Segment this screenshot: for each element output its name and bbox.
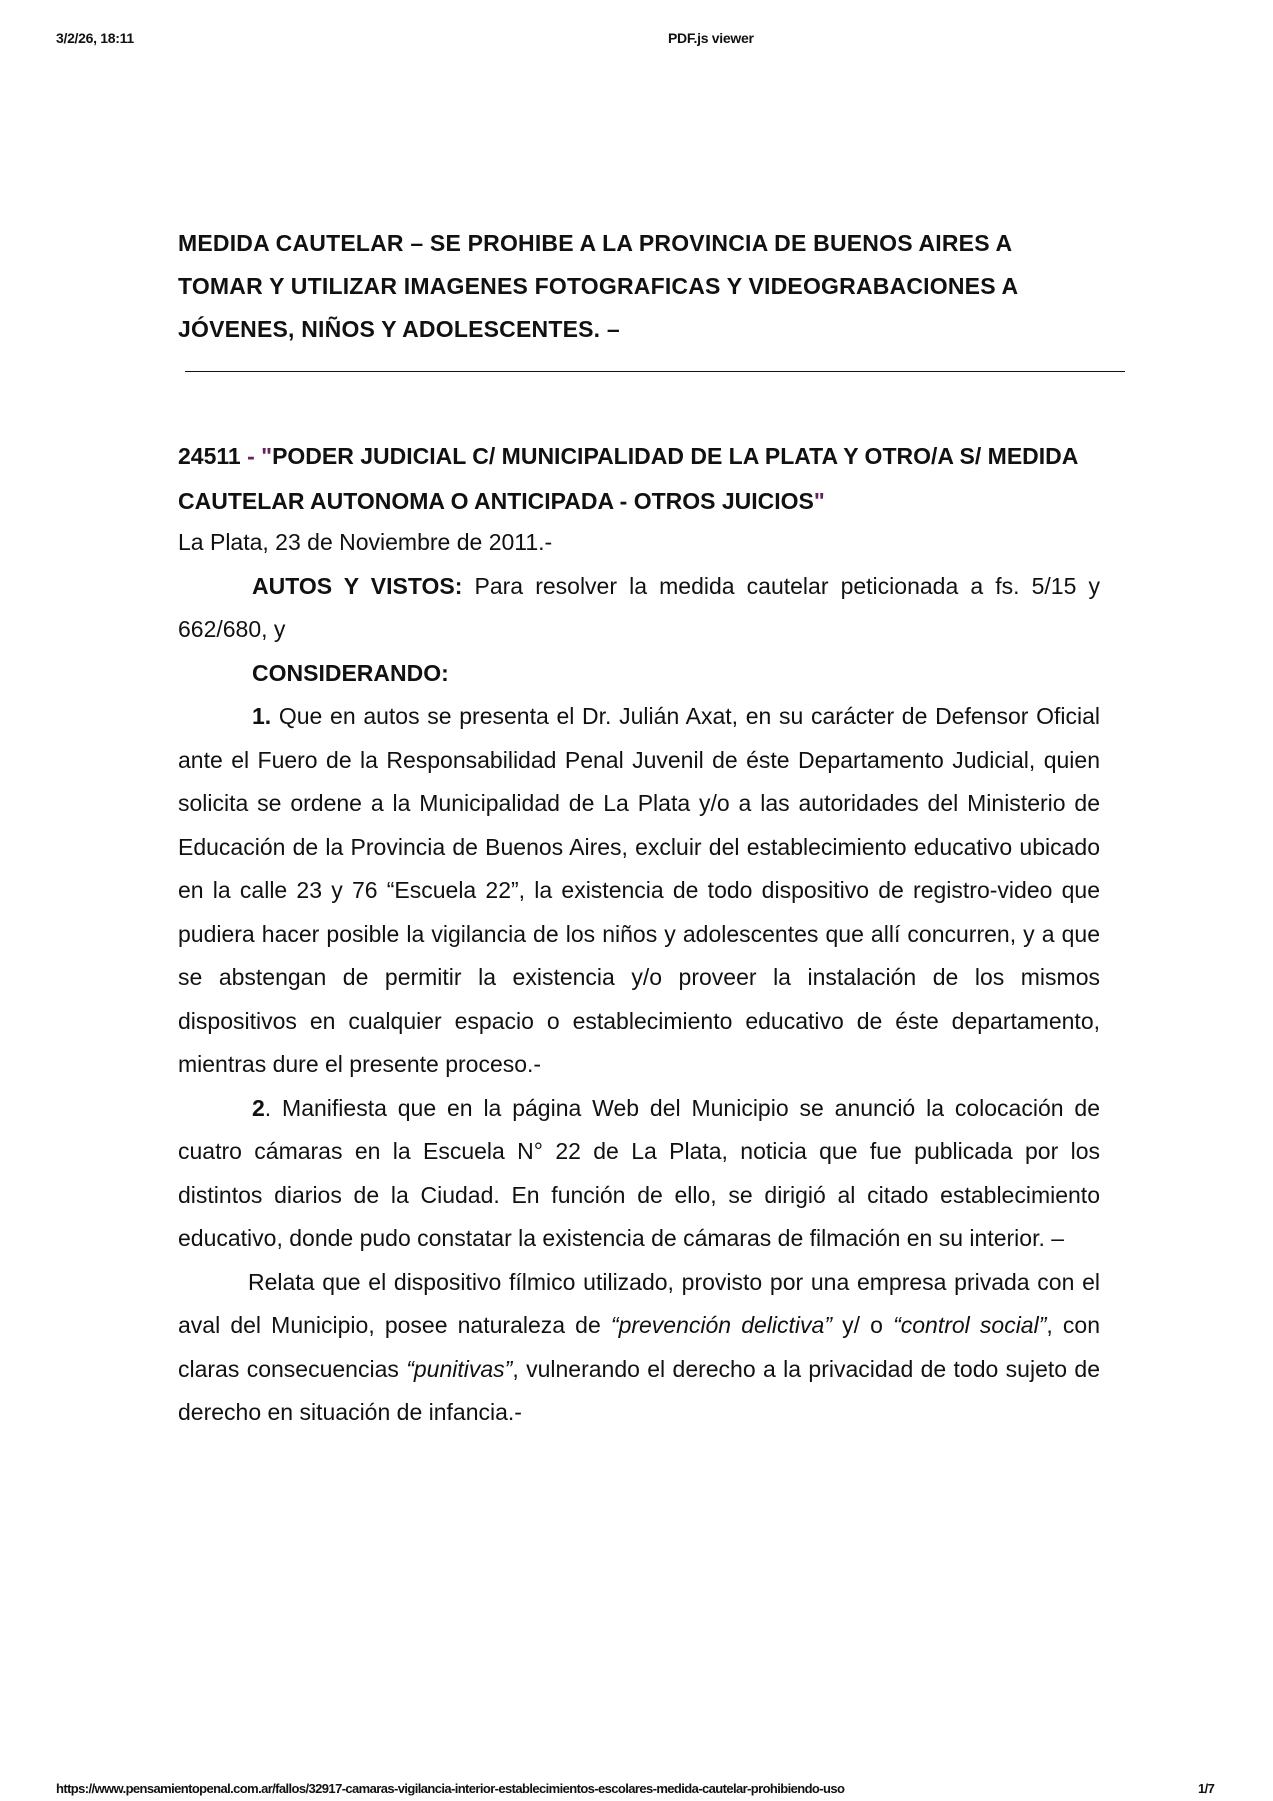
case-open-quote: " <box>261 443 273 469</box>
document-title: MEDIDA CAUTELAR – SE PROHIBE A LA PROVINCIA DE BUENOS AIRES A TOMAR Y UTILIZAR IMAGENES FOTOGRAFICAS Y VIDEOGRABACIONES A JÓVENES, NIÑOS Y ADOLESCENTES. – <box>178 230 1018 342</box>
paragraph-3 <box>178 1261 1100 1435</box>
paragraph-3-text-d: , vulnerando el derecho a la privacidad de todo sujeto de derecho en situación de infancia.- <box>178 1355 1100 1425</box>
quote-punitivas: “punitivas” <box>406 1355 513 1382</box>
case-number: 24511 <box>178 443 241 469</box>
document-body <box>178 521 1100 1435</box>
paragraph-2-text: . Manifiesta que en la página Web del Municipio se anunció la colocación de cuatro cámaras en la Escuela N° 22 de La Plata, noticia que fue publicada por los distintos diarios de la Ciudad. En función de ello, se dirigió al citado establecimiento educativo, donde pudo constatar la existencia de cámaras de filmación en su interior. – <box>178 1094 1100 1251</box>
quote-control-social: “control social” <box>893 1312 1047 1338</box>
considerando-label: CONSIDERANDO: <box>252 659 449 686</box>
quote-prevencion-delictiva: “prevención delictiva” <box>610 1312 832 1338</box>
print-footer-page-number: 1/7 <box>1198 1781 1215 1796</box>
paragraph-1-text: Que en autos se presenta el Dr. Julián Axat, en su carácter de Defensor Oficial ante el Fuero de la Responsabilidad Penal Juvenil de éste Departamento Judicial, quien solicita se ordene a la Municipalidad de La Plata y/o a las autoridades del Ministerio de Educación de la Provincia de Buenos Aires, excluir del establecimiento educativo ubicado en la calle 23 y 76 “Escuela 22”, la existencia de todo dispositivo de registro-video que pudiera hacer posible la vigilancia de los niños y adolescentes que allí concurren, y a que se abstengan de permitir la existencia y/o proveer la instalación de los mismos dispositivos en cualquier espacio o establecimiento educativo de éste departamento, mientras dure el presente proceso.- <box>178 703 1100 1077</box>
paragraph-2 <box>178 1087 1100 1261</box>
case-separator: - <box>240 443 262 469</box>
print-header-title: PDF.js viewer <box>668 30 754 46</box>
paragraph-3-text-b: y/ o <box>831 1312 894 1338</box>
case-close-quote: " <box>813 488 825 514</box>
print-footer-url[interactable]: https://www.pensamientopenal.com.ar/fallos/32917-camaras-vigilancia-interior-establecimientos-escolares-medida-cautelar-prohibiendo-uso <box>56 1781 845 1796</box>
print-header-datetime: 3/2/26, 18:11 <box>56 30 134 46</box>
paragraph-3-text-a: Relata que el dispositivo fílmico utilizado, provisto por una empresa privada con el aval del Municipio, posee naturaleza de <box>178 1268 1100 1338</box>
autos-label: AUTOS Y VISTOS: <box>252 572 463 599</box>
autos-paragraph <box>178 565 1100 652</box>
case-caption <box>178 434 1100 524</box>
case-title: PODER JUDICIAL C/ MUNICIPALIDAD DE LA PLATA Y OTRO/A S/ MEDIDA CAUTELAR AUTONOMA O ANTICIPADA - OTROS JUICIOS <box>178 443 1078 514</box>
considerando-heading <box>178 652 1100 696</box>
paragraph-1-number: 1. <box>252 703 272 729</box>
paragraph-2-number: 2 <box>252 1094 265 1121</box>
title-divider <box>185 371 1125 372</box>
place-date: La Plata, 23 de Noviembre de 2011.- <box>178 529 553 555</box>
autos-text: Para resolver la medida cautelar peticionada a fs. 5/15 y 662/680, y <box>178 572 1100 642</box>
paragraph-1 <box>178 695 1100 1087</box>
paragraph-3-text-c: , con claras consecuencias <box>178 1312 1100 1382</box>
